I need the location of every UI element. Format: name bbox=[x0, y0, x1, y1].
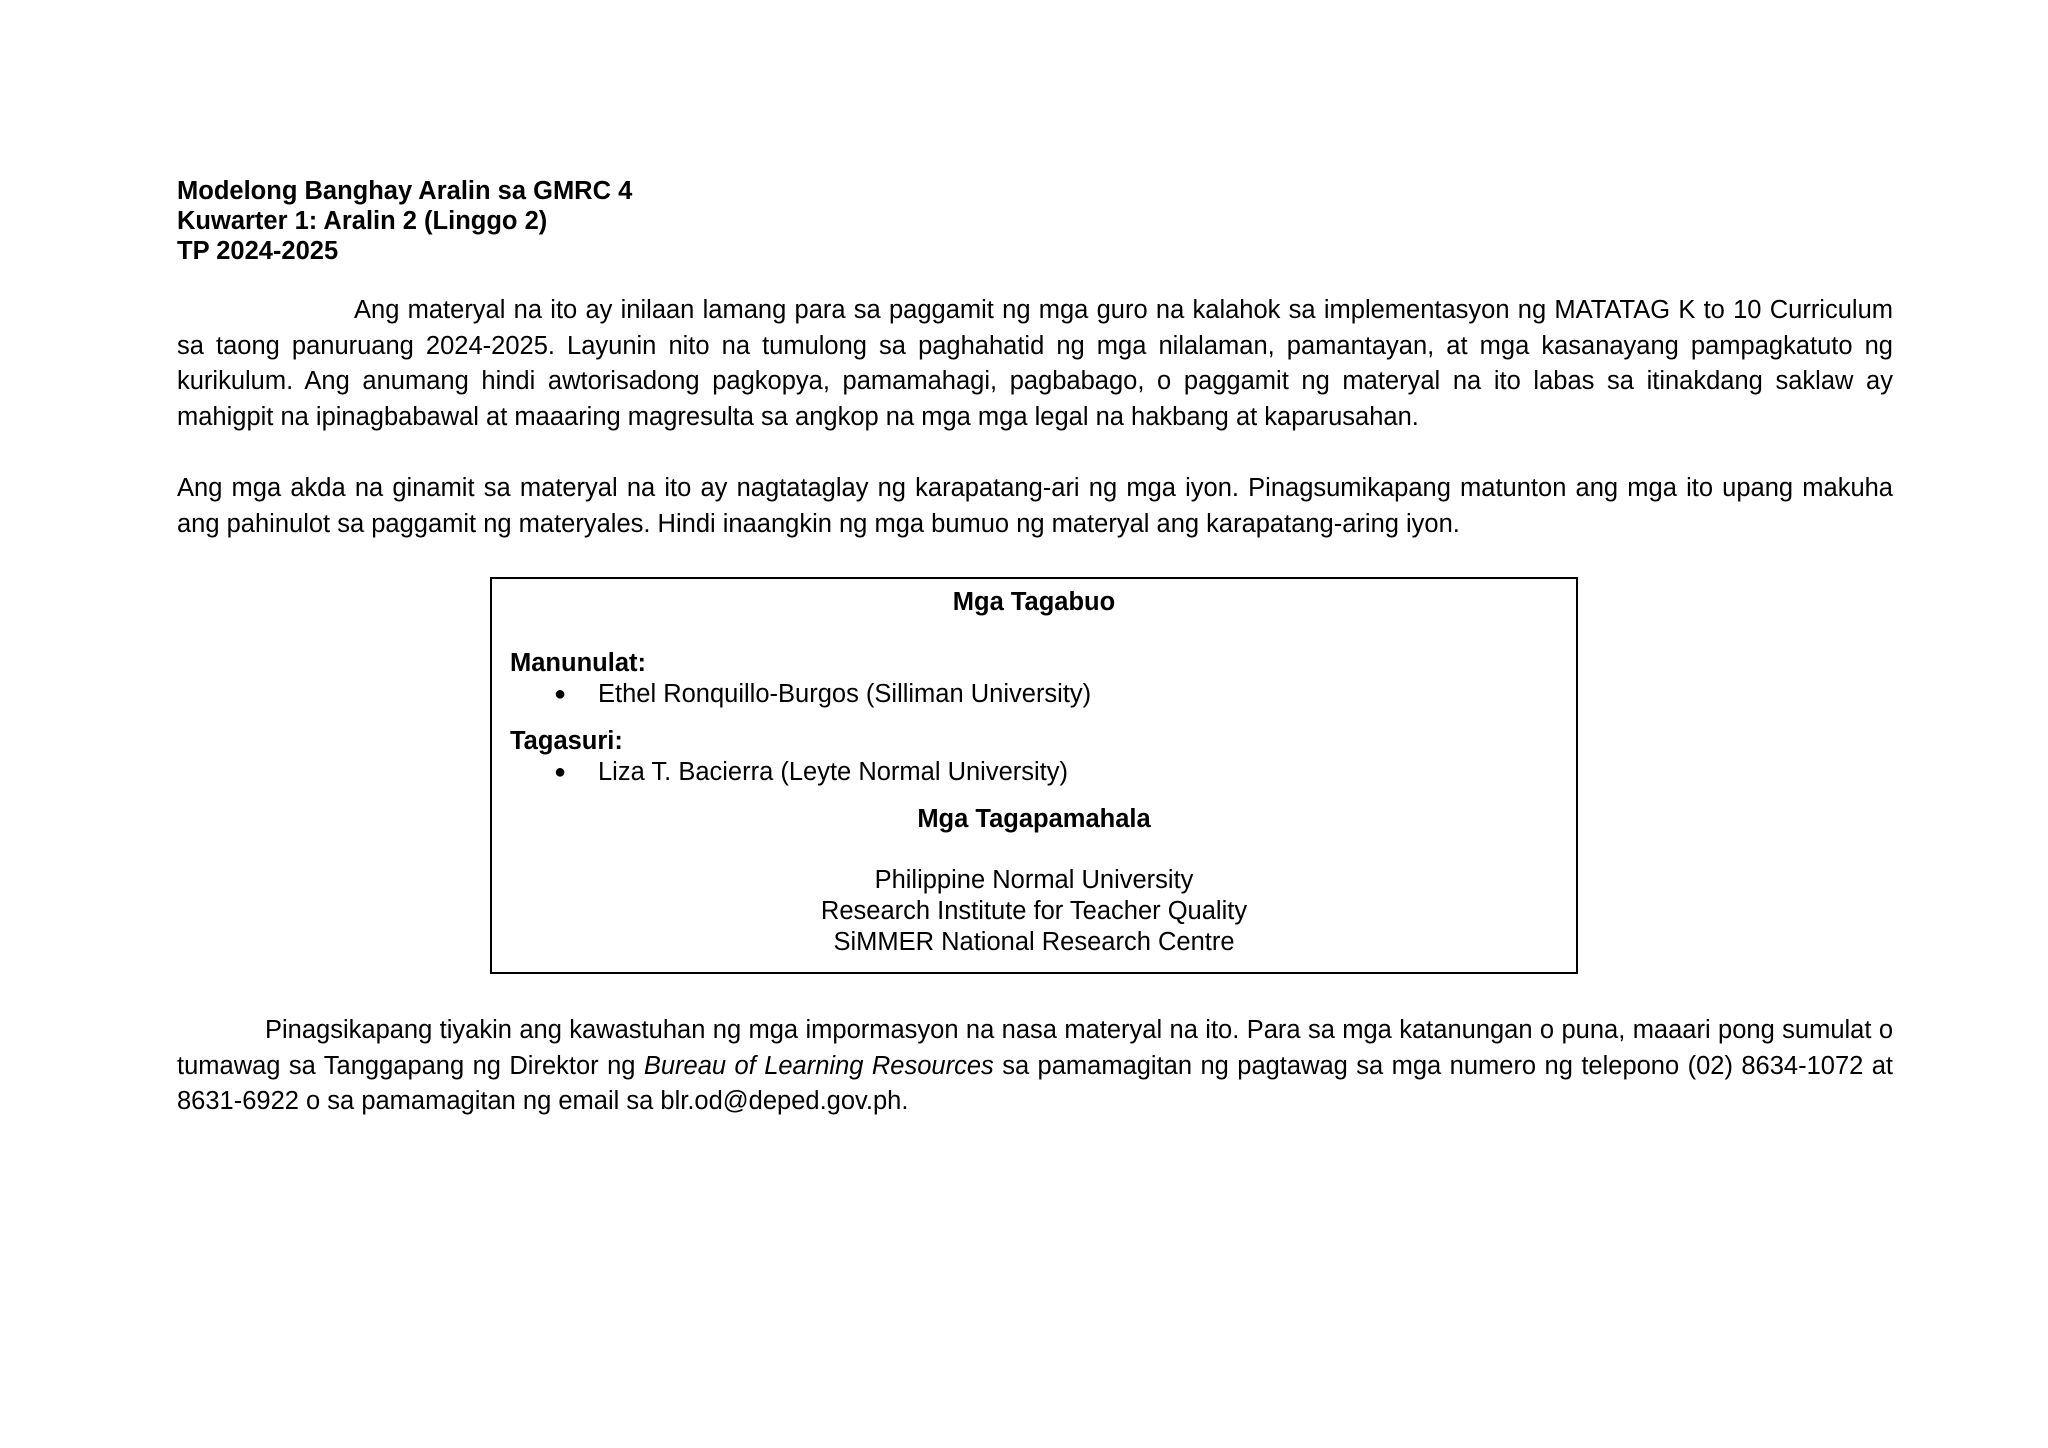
bureau-name: Bureau of Learning Resources bbox=[643, 1051, 994, 1080]
managers-heading: Mga Tagapamahala bbox=[917, 805, 1151, 833]
organization-item: Research Institute for Teacher Quality bbox=[820, 897, 1248, 925]
quarter-label: Kuwarter 1: Aralin 2 (Linggo 2) bbox=[177, 207, 548, 235]
writer-name: Ethel Ronquillo-Burgos (Silliman University) bbox=[598, 680, 1092, 708]
copyright-paragraph: Ang mga akda na ginamit sa materyal na ito ay nagtataglay ng karapatang-ari ng mga iyon. Pinagsumikapang matunton ang mga ito upang makuha ang pahinulot sa paggamit ng materyales. Hindi inaangkin ng mga bumuo ng materyal ang karapatang-aring iyon. bbox=[177, 474, 1893, 538]
lesson-title: Modelong Banghay Aralin sa GMRC 4 bbox=[177, 177, 633, 205]
writer-item bbox=[554, 679, 1558, 710]
reviewer-item bbox=[554, 757, 1558, 788]
bullet-icon: ● bbox=[554, 683, 567, 705]
document-page bbox=[177, 176, 1893, 1120]
organization-item: Philippine Normal University bbox=[874, 866, 1194, 894]
reviewers-label: Tagasuri: bbox=[510, 727, 623, 755]
school-year-label: TP 2024-2025 bbox=[177, 237, 339, 265]
credits-heading: Mga Tagabuo bbox=[952, 588, 1116, 616]
organization-list bbox=[510, 865, 1558, 958]
contact-text-before: Pinagsikapang tiyakin ang kawastuhan ng mga impormasyon na nasa materyal na ito. Para sa mga katanungan o puna, maaari pong sumulat o tumawag sa Tanggapang ng Direktor ng bbox=[177, 1016, 1893, 1080]
writers-label: Manunulat: bbox=[510, 649, 646, 677]
document-header bbox=[177, 176, 1893, 266]
contact-text-after: sa pamamagitan ng pagtawag sa mga numero ng telepono (02) 8634-1072 at 8631-6922 o sa pamamagitan ng email sa blr.od@deped.gov.ph. bbox=[177, 1051, 1893, 1115]
organization-item: SiMMER National Research Centre bbox=[833, 928, 1235, 956]
credits-box bbox=[490, 577, 1578, 974]
contact-paragraph bbox=[177, 1013, 1893, 1120]
bullet-icon: ● bbox=[554, 761, 567, 783]
reviewer-name: Liza T. Bacierra (Leyte Normal University) bbox=[598, 758, 1069, 786]
usage-notice-paragraph: Ang materyal na ito ay inilaan lamang para sa paggamit ng mga guro na kalahok sa implementasyon ng MATATAG K to 10 Curriculum sa taong panuruang 2024-2025. Layunin nito na tumulong sa paghahatid ng mga nilalaman, pamantayan, at mga kasanayang pampagkatuto ng kurikulum. Ang anumang hindi awtorisadong pagkopya, pamamahagi, pagbabago, o paggamit ng materyal na ito labas sa itinakdang saklaw ay mahigpit na ipinagbabawal at maaaring magresulta sa angkop na mga mga legal na hakbang at kaparusahan. bbox=[177, 296, 1893, 431]
